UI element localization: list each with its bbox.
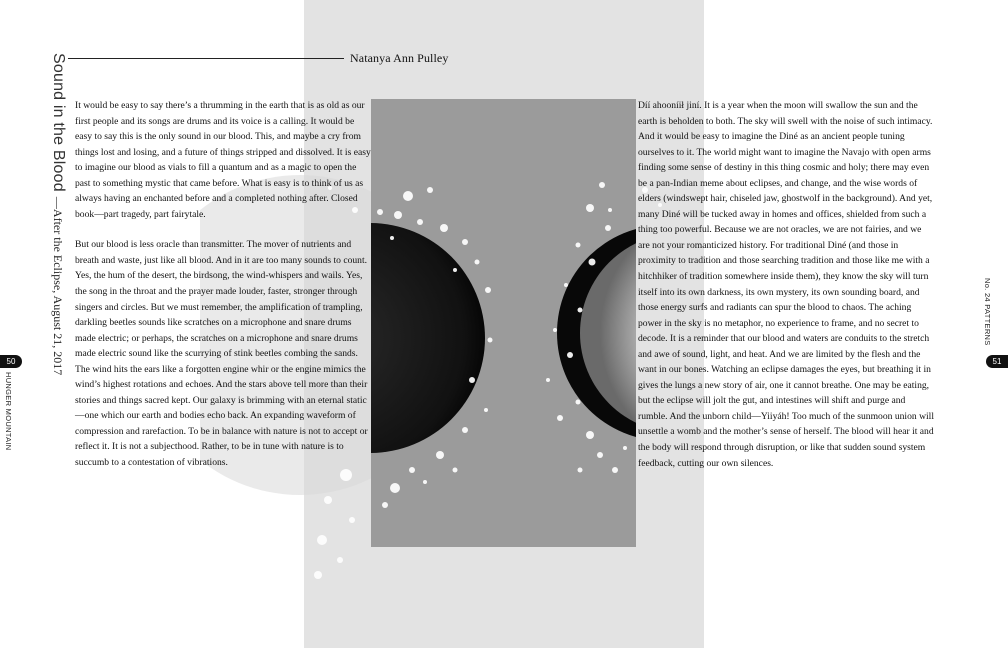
author-name: Natanya Ann Pulley [350, 51, 449, 65]
title-subtitle: —After the Eclipse, August 21, 2017 [51, 196, 65, 376]
left-paragraph: But our blood is less oracle than transmitter. The mover of nutrients and breath and waste, just like all blood. And in it are too many sounds to count. Yes, the hum of the desert, the birdsong, the wind-whispers and wails. Yes, the song in the throat and the prayer made louder, faster, stronger through singers and circles. But we must remember, the amplification of trampling, darkling beetles sounds like scratches on a microphone and snare drums made electric; or perhaps, the scratches on a microphone and snare drums made electric sound like the scurrying of stink beetles combing the sands. The wind hits the ears like a forgotten engine whir or the engine mimics the wind’s highest rotations and echoes. And the stars above tell more than their stories and things sacred kept. Our galaxy is brimming with an eternal static—one which our earth and bodies echo back. An expanding waveform of compression and rarefaction. To be in balance with nature is not to accept or reflect it. It is not a subjecthood. Rather, to be in tune with nature is to succumb to a contestation of vibrations. [75, 239, 368, 469]
right-paragraph: Díí ahooníił jiní. It is a year when the moon will swallow the sun and the earth is beholden to both. The sky will swell with the noise of such intimacy. And it would be easy to imagine the Diné as an ancient people tuning ourselves to it. The world might want to imagine the Navajo with open arms finding some sense of destiny in this thing cosmic and holy; there may even be a pan-Indian meme about eclipses, and change, and the wise words of elders (windswept hair, chiseled jaw, ghostwolf in the background). And yet, many Diné will be tucked away in homes and offices, shielded from such a thing too powerful. Because we are not oracles, we are not fairies, and we are not your romanticized history. For traditional Diné (and those in proximity to tradition and those searching tradition and those like me with a hitchhiker of tradition somewhere inside them), they know the sky will turn itself into its own darkness, its own mystery, its own sounding board, and those energy surfs and radiants can spur the blood to chaos. The aching power in the sky is no metaphor, no experience to frame, and no secret to decode. It is a reminder that our blood and waters are conduits to the stretch and awe of sound, light, and heat. And we are limited by the flesh and the want in our bones. Watching an eclipse damages the eyes, but breathing it in gives the lungs a new story of air, one it cannot breathe. One may be eating, but the eclipse will jolt the gut, and intestines will shift and purge and rumble. And the unborn child—Yiiyáh! Too much of the sunmoon union will unsettle a womb and the mother’s sense of herself. The blood will hear it and the body will respond through disruption, or like that sudden sound system feedback, cutting our own silences. [638, 100, 934, 469]
header-rule [68, 58, 344, 59]
title-main: Sound in the Blood [50, 53, 67, 192]
page-number-right: 51 [986, 355, 1008, 368]
right-text-column [638, 98, 934, 486]
running-head-right: No. 24 PATTERNS [983, 278, 992, 346]
vertical-title [49, 53, 68, 375]
left-text-column [75, 98, 373, 486]
left-paragraph: It would be easy to say there’s a thrumming in the earth that is as old as our first people and its songs are drums and its voice is a calling. It would be easy to say this is the only sound in our blood. This, and maybe a cry from things lost and losing, and a future of things stripped and dissolved. It is easy to imagine our blood as vials to fill a quantum and as a magic to open the past to something mystic that came before. What is easy is to think of us as always having an enchanted before and a completed nothing after. Closed book—part tragedy, part fairytale. [75, 100, 371, 220]
running-head-left: HUNGER MOUNTAIN [4, 372, 13, 451]
page-number-left: 50 [0, 355, 22, 368]
